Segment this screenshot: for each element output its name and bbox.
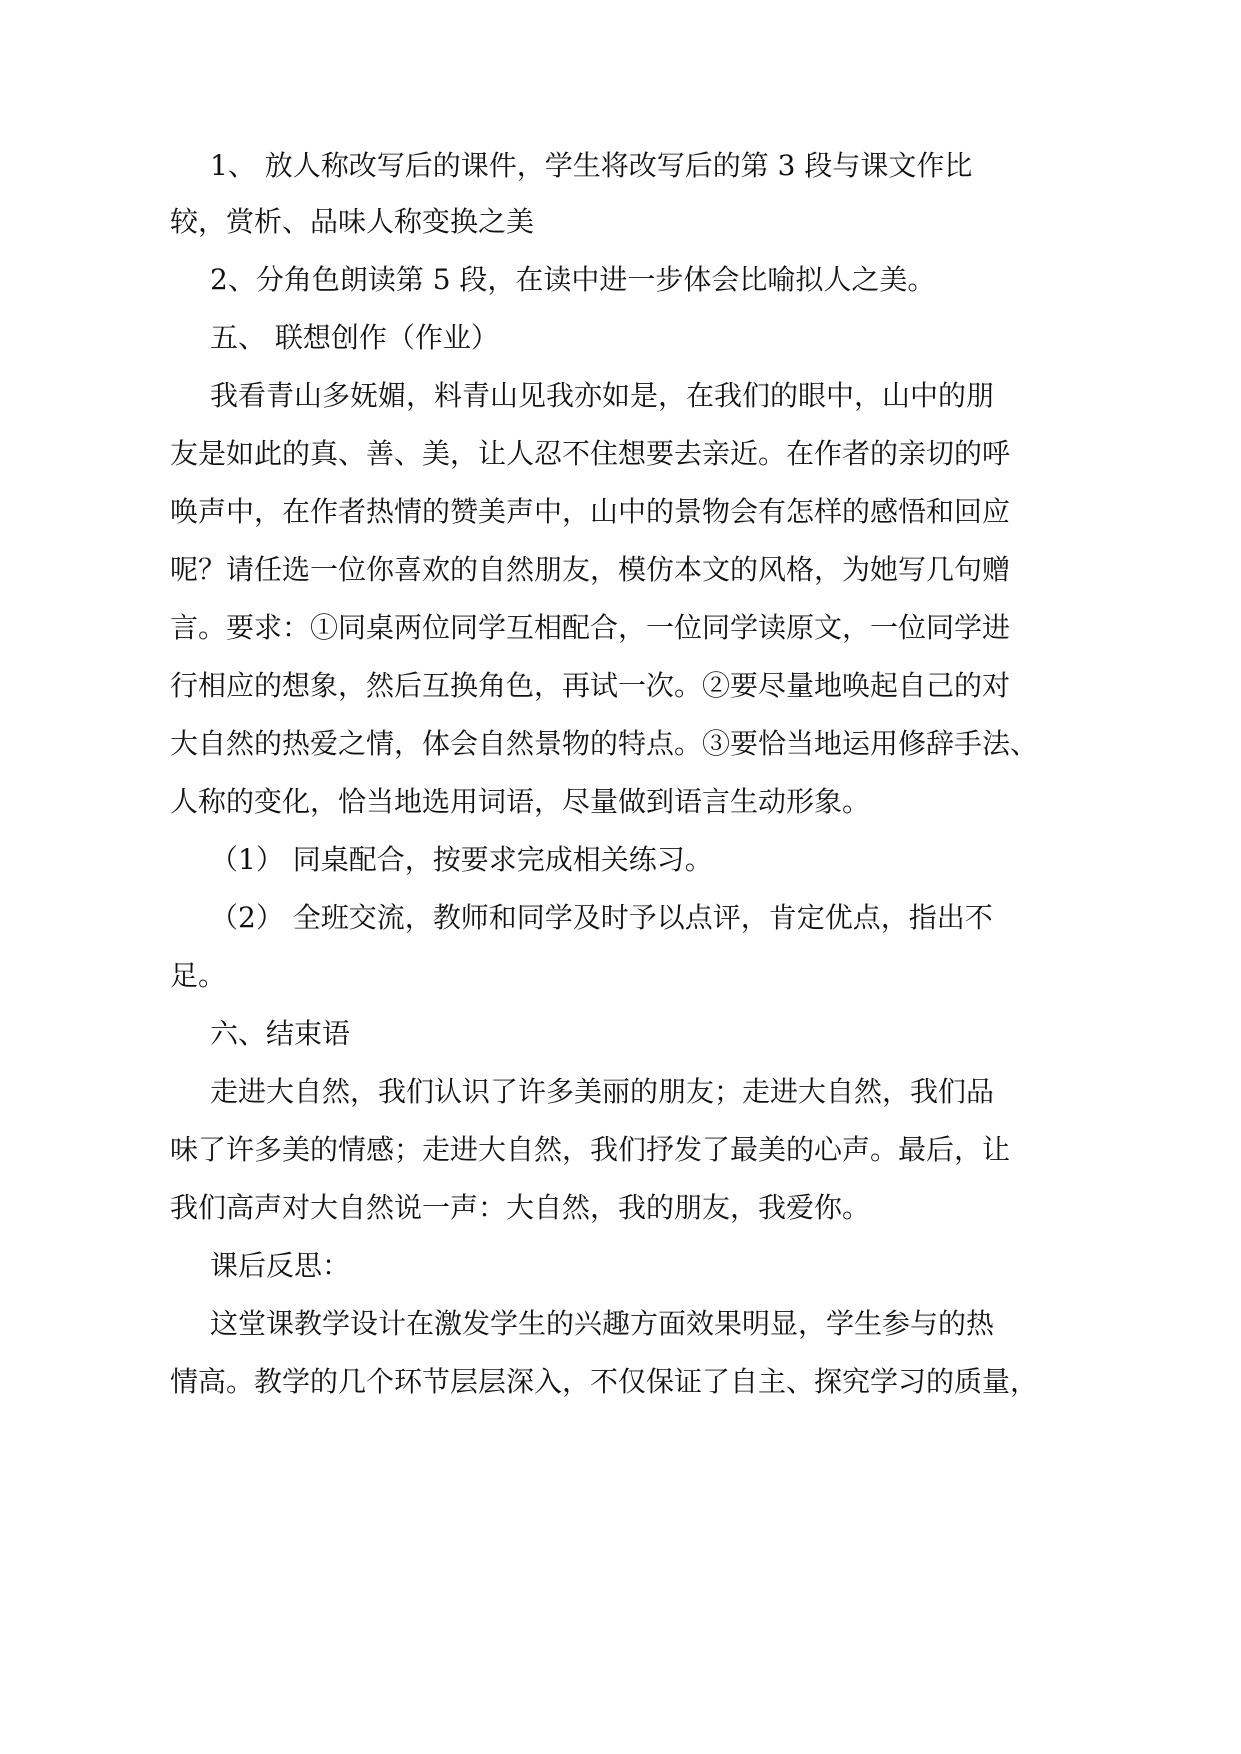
- text-line-17: 走进大自然，我们认识了许多美丽的朋友；走进大自然，我们品: [210, 1075, 995, 1108]
- text-line-15: 足。: [170, 959, 227, 992]
- section-heading-6: 六、结束语: [210, 1017, 351, 1050]
- section-heading-5: 五、 联想创作（作业）: [210, 321, 499, 354]
- text-line-9: 言。要求：①同桌两位同学互相配合，一位同学读原文，一位同学进: [170, 611, 1011, 644]
- text-line-3: 2、分角色朗读第 5 段，在读中进一步体会比喻拟人之美。: [210, 263, 936, 296]
- text-line-6: 友是如此的真、善、美，让人忍不住想要去亲近。在作者的亲切的呼: [170, 437, 1011, 470]
- text-line-18: 味了许多美的情感；走进大自然，我们抒发了最美的心声。最后，让: [170, 1133, 1011, 1166]
- text-line-19: 我们高声对大自然说一声：大自然，我的朋友，我爱你。: [170, 1191, 871, 1224]
- text-line-13: （1） 同桌配合，按要求完成相关练习。: [210, 843, 713, 876]
- text-line-7: 唤声中，在作者热情的赞美声中，山中的景物会有怎样的感悟和回应: [170, 495, 1011, 528]
- text-line-14: （2） 全班交流，教师和同学及时予以点评，肯定优点，指出不: [210, 901, 993, 934]
- text-line-10: 行相应的想象，然后互换角色，再试一次。②要尽量地唤起自己的对: [170, 669, 1011, 702]
- text-line-21: 这堂课教学设计在激发学生的兴趣方面效果明显，学生参与的热: [210, 1307, 995, 1340]
- text-line-12: 人称的变化，恰当地选用词语，尽量做到语言生动形象。: [170, 785, 871, 818]
- text-line-2: 较，赏析、品味人称变换之美: [170, 205, 535, 238]
- text-line-1: 1、 放人称改写后的课件，学生将改写后的第 3 段与课文作比: [210, 149, 973, 182]
- text-line-8: 呢？请任选一位你喜欢的自然朋友，模仿本文的风格，为她写几句赠: [170, 553, 1011, 586]
- reflection-heading: 课后反思：: [210, 1249, 351, 1282]
- text-line-11: 大自然的热爱之情，体会自然景物的特点。③要恰当地运用修辞手法、: [170, 727, 1039, 760]
- text-line-22: 情高。教学的几个环节层层深入，不仅保证了自主、探究学习的质量，: [170, 1365, 1039, 1398]
- text-line-5: 我看青山多妩媚，料青山见我亦如是，在我们的眼中，山中的朋: [210, 379, 995, 412]
